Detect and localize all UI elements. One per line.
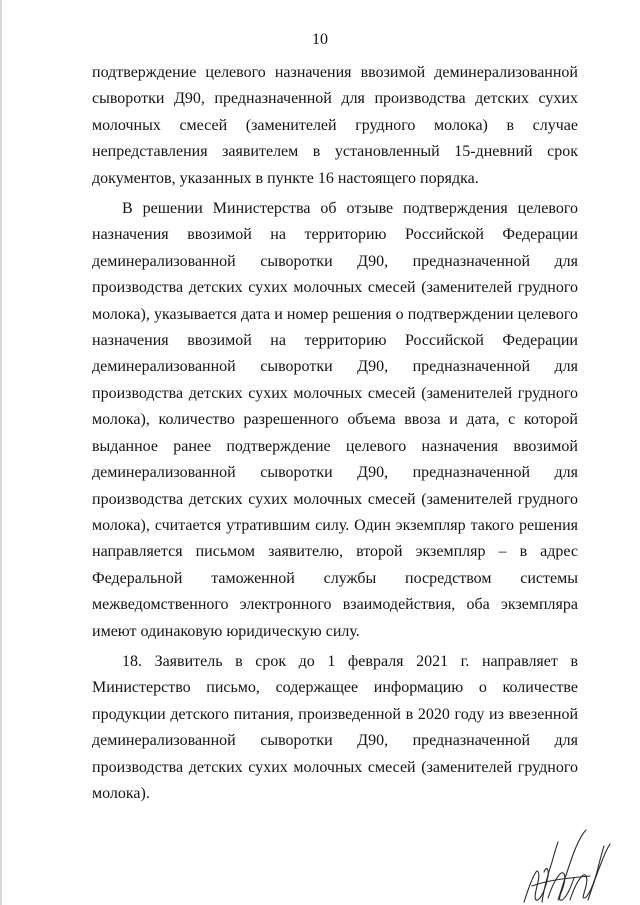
page-number: 10 [312, 31, 328, 48]
paragraph-revocation-decision: В решении Министерства об отзыве подтверждения целевого назначения ввозимой на территорию Российской Федерации деминерализованной сыворотки Д90, предназначенной для производства детских сухих молочных смесей (заменителей грудного молока), указывается дата и номер решения о подтверждении целевого назначения ввозимой на территорию Российской Федерации деминерализованной сыворотки Д90, предназначенной для производства детских сухих молочных смесей (заменителей грудного молока), количество разрешенного объема ввоза и дата, с которой выданное ранее подтверждение целевого назначения ввозимой деминерализованной сыворотки Д90, предназначенной для производства детских сухих молочных смесей (заменителей грудного молока), считается утратившим силу. Один экземпляр такого решения направляется письмом заявителю, второй экземпляр – в адрес Федеральной таможенной службы посредством системы межведомственного электронного взаимодействия, оба экземпляра имеют одинаковую юридическую силу. [92, 200, 578, 640]
page-edge [0, 0, 2, 905]
document-body [92, 60, 578, 807]
paragraph-item-18: 18. Заявитель в срок до 1 февраля 2021 г. направляет в Министерство письмо, содержащее информацию о количестве продукции детского питания, произведенной в 2020 году из ввезенной деминерализованной сыворотки Д90, предназначенной для производства детских сухих молочных смесей (заменителей грудного молока). [92, 652, 578, 802]
handwritten-signature-icon [518, 828, 614, 904]
paragraph-continuation: подтверждение целевого назначения ввозимой деминерализованной сыворотки Д90, предназначенной для производства детских сухих молочных смесей (заменителей грудного молока) в случае непредставления заявителем в установленный 15-дневний срок документов, указанных в пункте 16 настоящего порядка. [92, 64, 578, 187]
